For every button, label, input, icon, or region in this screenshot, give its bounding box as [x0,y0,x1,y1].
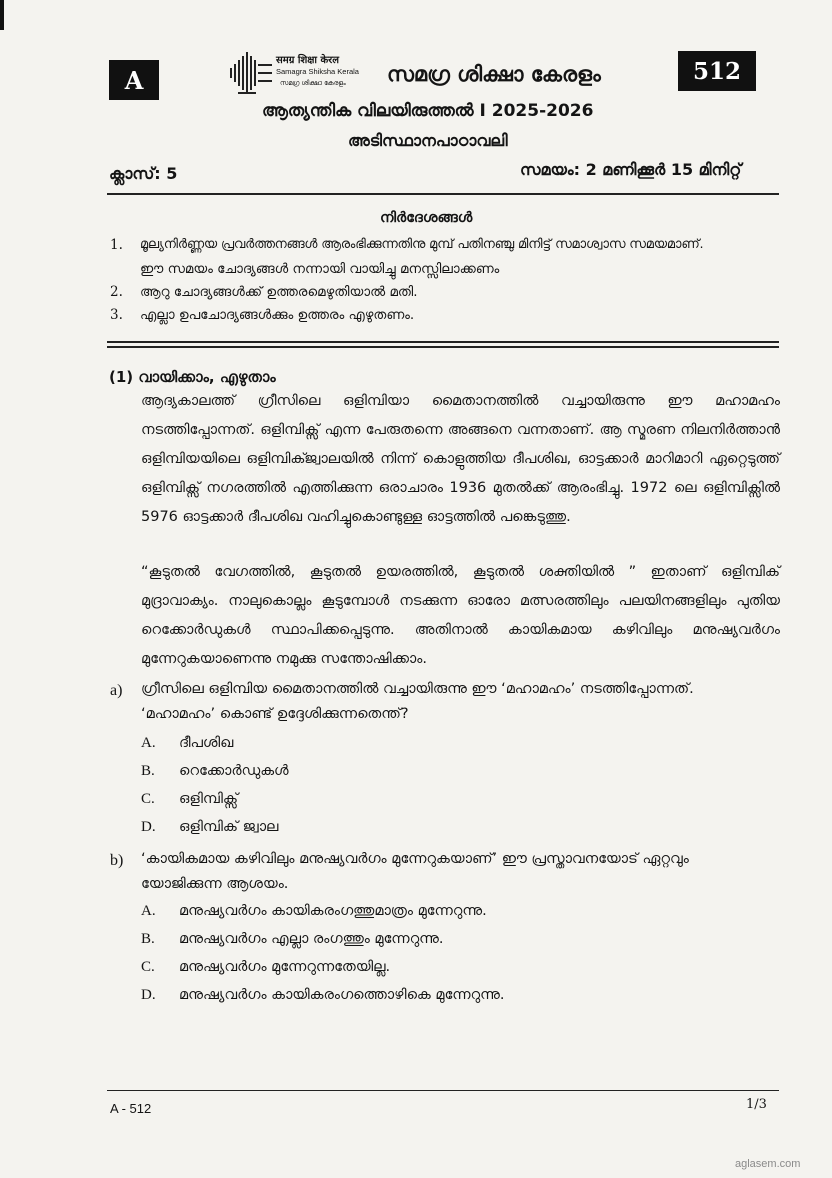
option-item[interactable] [141,763,541,783]
instructions-divider-top [107,341,779,343]
question-text: ഗ്രീസിലെ ഒളിമ്പിയ മൈതാനത്തിൽ വച്ചായിരുന്നു ഈ ‘മഹാമഹം’ നടത്തിപ്പോന്നത്. [141,681,694,697]
logo-mark-icon [230,52,272,98]
option-text: ദീപശിഖ [179,735,234,751]
instruction-number: 3. [110,307,123,323]
footer-code: A - 512 [110,1101,152,1116]
option-item[interactable] [141,987,641,1007]
option-item[interactable] [141,931,641,951]
time-label: സമയം: 2 മണിക്കൂർ 15 മിനിറ്റ് [520,160,742,179]
logo-malayalam-text: സമഗ്ര ശിക്ഷാ കേരളം [280,79,346,87]
set-code-badge: A [109,60,159,100]
option-item[interactable] [141,903,641,923]
instruction-text: മൂല്യനിർണ്ണയ പ്രവർത്തനങ്ങൾ ആരംഭിക്കുന്നതിനു മുമ്പ് പതിനഞ്ചു മിനിട്ട് സമാശ്വാസ സമയമാണ്. [140,237,704,252]
option-label: D. [141,987,156,1003]
option-item[interactable] [141,959,641,979]
footer-divider [107,1090,779,1091]
instruction-text: എല്ലാ ഉപചോദ്യങ്ങൾക്കും ഉത്തരം എഴുതണം. [140,307,415,323]
option-label: C. [141,959,155,975]
watermark: aglasem.com [735,1158,801,1170]
question-text-continued: യോജിക്കുന്ന ആശയം. [141,876,289,892]
paper-code-badge: 512 [678,51,756,91]
org-name: സമഗ്ര ശിക്ഷാ കേരളം [387,62,601,86]
page-number: 1/3 [746,1097,767,1112]
option-label: A. [141,903,156,919]
option-text: മനുഷ്യവർഗം എല്ലാ രംഗത്തും മുന്നേറുന്നു. [179,931,444,947]
question-label: b) [110,852,124,869]
instruction-text: ആറു ചോദ്യങ്ങൾക്ക് ഉത്തരമെഴുതിയാൽ മതി. [140,284,418,300]
option-item[interactable] [141,819,541,839]
option-text: ഒളിമ്പിക്സ് [179,791,239,807]
logo [230,52,378,100]
question-text-continued: ‘മഹാമഹം’ കൊണ്ട് ഉദ്ദേശിക്കുന്നതെന്ത്? [141,706,409,722]
section-title: (1) വായിക്കാം, എഴുതാം [109,368,276,386]
instructions-divider-bottom [107,346,779,348]
subject-title: അടിസ്ഥാനപാഠാവലി [348,131,508,150]
option-item[interactable] [141,791,541,811]
scan-edge-mark [0,0,4,30]
option-label: C. [141,791,155,807]
option-item[interactable] [141,735,541,755]
option-text: ഒളിമ്പിക് ജ്വാല [179,819,279,835]
option-text: മനുഷ്യവർഗം കായികരംഗത്തുമാത്രം മുന്നേറുന്നു. [179,903,487,919]
option-label: B. [141,763,155,779]
question-label: a) [110,682,123,699]
option-label: A. [141,735,156,751]
instruction-number: 2. [110,284,123,300]
option-label: B. [141,931,155,947]
passage-paragraph-1: ആദ്യകാലത്ത് ഗ്രീസിലെ ഒളിമ്പിയാ മൈതാനത്തിൽ വച്ചായിരുന്നു ഈ മഹാമഹം നടത്തിപ്പോന്നത്. ഒളിമ്പിക്സ് എന്ന പേരുതന്നെ അങ്ങനെ വന്നതാണ്. ആ സ്മരണ നിലനിർത്താൻ ഒളിമ്പിയയിലെ ഒളിമ്പിക്ജ്വാലയിൽ നിന്ന് കൊളുത്തിയ ദീപശിഖ, ഓട്ടക്കാർ മാറിമാറി ഏറ്റെടുത്ത് ഒളിമ്പിക്സ് നഗരത്തിൽ എത്തിക്കുന്ന ഒരാചാരം 1936 മുതൽക്ക് ആരംഭിച്ചു. 1972 ലെ ഒളിമ്പിക്സിൽ 5976 ഓട്ടക്കാർ ദീപശിഖ വഹിച്ചുകൊണ്ടുള്ള ഓട്ടത്തിൽ പങ്കെടുത്തു. [141,393,780,525]
header-divider [107,193,779,195]
class-label: ക്ലാസ്: 5 [109,164,178,183]
option-text: റെക്കോർഡുകൾ [179,763,289,779]
instructions-heading: നിർദേശങ്ങൾ [380,210,473,226]
option-text: മനുഷ്യവർഗം കായികരംഗത്തൊഴികെ മുന്നേറുന്നു. [179,987,505,1003]
instruction-number: 1. [110,237,123,253]
option-text: മനുഷ്യവർഗം മുന്നേറുന്നതേയില്ല. [179,959,391,975]
option-label: D. [141,819,156,835]
logo-english-text: Samagra Shiksha Kerala [276,67,359,76]
instruction-text-continued: ഈ സമയം ചോദ്യങ്ങൾ നന്നായി വായിച്ചു മനസ്സിലാക്കണം [140,261,500,277]
exam-title: ആത്യന്തിക വിലയിരുത്തൽ I 2025-2026 [262,101,594,121]
question-text: ‘കായികമായ കഴിവിലും മനുഷ്യവർഗം മുന്നേറുകയാണ്’ ഈ പ്രസ്താവനയോട് ഏറ്റവും [141,851,689,867]
passage-paragraph-2: “കൂടുതൽ വേഗത്തിൽ, കൂടുതൽ ഉയരത്തിൽ, കൂടുതൽ ശക്തിയിൽ ” ഇതാണ് ഒളിമ്പിക് മുദ്രാവാക്യം. നാലുകൊല്ലം കൂടുമ്പോൾ നടക്കുന്ന ഓരോ മത്സരത്തിലും പലയിനങ്ങളിലും പുതിയ റെക്കോർഡുകൾ സ്ഥാപിക്കപ്പെടുന്നു. അതിനാൽ കായികമായ കഴിവിലും മനുഷ്യവർഗം മുന്നേറുകയാണെന്നു നമുക്കു സന്തോഷിക്കാം. [141,564,780,667]
logo-hindi-text: समग्र शिक्षा केरल [276,55,340,66]
